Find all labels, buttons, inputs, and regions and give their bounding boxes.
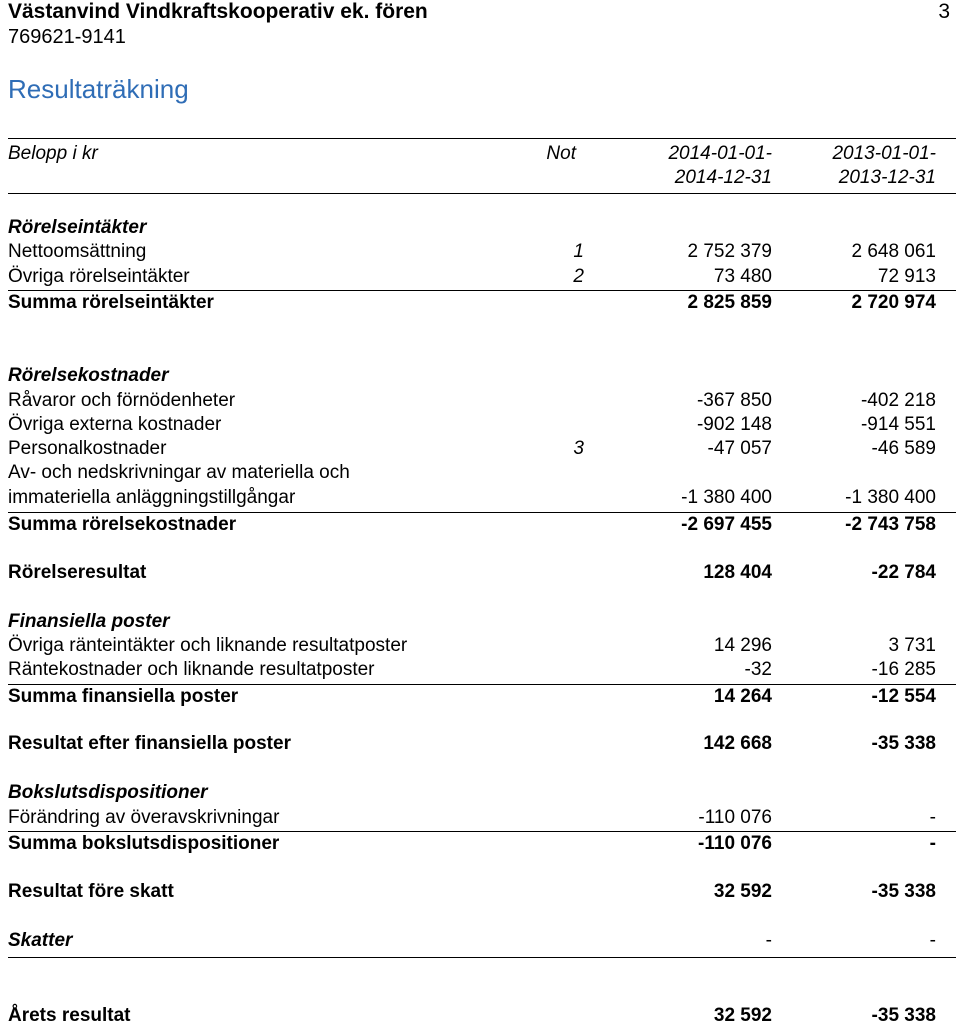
row-current: 73 480	[713, 266, 772, 287]
row-current: -47 057	[707, 438, 772, 459]
total-label: Summa rörelseintäkter	[8, 292, 214, 313]
result-label: Rörelseresultat	[8, 562, 147, 583]
section-heading	[8, 216, 956, 240]
column-header-label: Belopp i kr	[8, 143, 98, 164]
row-prior: -1 380 400	[845, 487, 936, 508]
page-title: Resultaträkning	[8, 74, 189, 104]
total-prior: -	[929, 833, 936, 854]
net-result-row	[8, 1004, 956, 1028]
taxes-rule	[8, 957, 956, 958]
organization-number: 769621-9141	[8, 26, 126, 48]
result-row	[8, 880, 956, 904]
row-label: Förändring av överavskrivningar	[8, 807, 280, 828]
column-header-note: Not	[546, 143, 576, 164]
table-row	[8, 461, 956, 485]
column-header-current-end: 2014-12-31	[674, 167, 772, 188]
total-label: Summa rörelsekostnader	[8, 514, 237, 535]
row-prior: -402 218	[860, 390, 936, 411]
section-heading-label: Rörelseintäkter	[8, 217, 147, 238]
result-prior: -35 338	[871, 881, 936, 902]
result-row	[8, 561, 956, 585]
section-heading-label: Rörelsekostnader	[8, 365, 169, 386]
section-heading-label: Finansiella poster	[8, 611, 170, 632]
table-row	[8, 806, 956, 830]
row-label: Av- och nedskrivningar av materiella och	[8, 462, 350, 483]
total-prior: 2 720 974	[851, 292, 936, 313]
result-current: 128 404	[703, 562, 772, 583]
row-prior: 2 648 061	[851, 241, 936, 262]
row-current: -32	[744, 659, 772, 680]
table-row	[8, 240, 956, 264]
section-heading	[8, 781, 956, 805]
row-current: -367 850	[696, 390, 772, 411]
row-label: Råvaror och förnödenheter	[8, 390, 236, 411]
section-heading	[8, 610, 956, 634]
net-result-label: Årets resultat	[8, 1005, 131, 1026]
row-label: Räntekostnader och liknande resultatposter	[8, 659, 375, 680]
net-result-prior: -35 338	[871, 1005, 936, 1026]
row-label: Övriga externa kostnader	[8, 414, 222, 435]
row-label: immateriella anläggningstillgångar	[8, 487, 296, 508]
row-note: 2	[573, 266, 584, 287]
row-current: 14 296	[713, 635, 772, 656]
total-prior: -2 743 758	[845, 514, 936, 535]
row-prior: -16 285	[871, 659, 936, 680]
column-header-prior-start: 2013-01-01-	[832, 143, 936, 164]
result-current: 32 592	[713, 881, 772, 902]
table-row	[8, 413, 956, 437]
total-row	[8, 290, 956, 315]
row-note: 3	[573, 438, 584, 459]
row-prior: -46 589	[871, 438, 936, 459]
result-label: Resultat före skatt	[8, 881, 174, 902]
total-current: 2 825 859	[687, 292, 772, 313]
total-current: -110 076	[698, 833, 772, 854]
row-label: Övriga rörelseintäkter	[8, 266, 190, 287]
row-note: 1	[573, 241, 584, 262]
total-label: Summa finansiella poster	[8, 686, 239, 707]
row-prior: 72 913	[877, 266, 936, 287]
row-current: -902 148	[696, 414, 772, 435]
row-prior: -914 551	[860, 414, 936, 435]
table-row	[8, 389, 956, 413]
result-label: Resultat efter finansiella poster	[8, 733, 291, 754]
header-bottom-rule	[8, 193, 956, 194]
result-row	[8, 732, 956, 756]
column-header-prior-end: 2013-12-31	[838, 167, 936, 188]
result-prior: -35 338	[871, 733, 936, 754]
total-row	[8, 684, 956, 709]
row-prior: 3 731	[888, 635, 936, 656]
total-row	[8, 512, 956, 537]
total-prior: -12 554	[871, 686, 936, 707]
total-row	[8, 831, 956, 856]
taxes-current: -	[765, 930, 772, 951]
row-label: Övriga ränteintäkter och liknande resultatposter	[8, 635, 408, 656]
header-top-rule	[8, 138, 956, 139]
column-header-current-start: 2014-01-01-	[668, 143, 772, 164]
row-current: -110 076	[698, 807, 772, 828]
row-prior: -	[929, 807, 936, 828]
table-row	[8, 265, 956, 289]
table-row	[8, 634, 956, 658]
table-row	[8, 437, 956, 461]
total-current: 14 264	[713, 686, 772, 707]
taxes-prior: -	[929, 930, 936, 951]
table-row	[8, 486, 956, 510]
page-number: 3	[938, 0, 950, 23]
row-current: -1 380 400	[681, 487, 772, 508]
row-label: Personalkostnader	[8, 438, 167, 459]
row-current: 2 752 379	[687, 241, 772, 262]
taxes-row	[8, 929, 956, 953]
taxes-label: Skatter	[8, 930, 73, 951]
result-prior: -22 784	[871, 562, 936, 583]
organization-name: Västanvind Vindkraftskooperativ ek. fören	[8, 0, 428, 23]
net-result-current: 32 592	[713, 1005, 772, 1026]
total-current: -2 697 455	[681, 514, 772, 535]
row-label: Nettoomsättning	[8, 241, 147, 262]
total-label: Summa bokslutsdispositioner	[8, 833, 280, 854]
section-heading-label: Bokslutsdispositioner	[8, 782, 208, 803]
table-row	[8, 658, 956, 682]
section-heading	[8, 364, 956, 388]
result-current: 142 668	[703, 733, 772, 754]
